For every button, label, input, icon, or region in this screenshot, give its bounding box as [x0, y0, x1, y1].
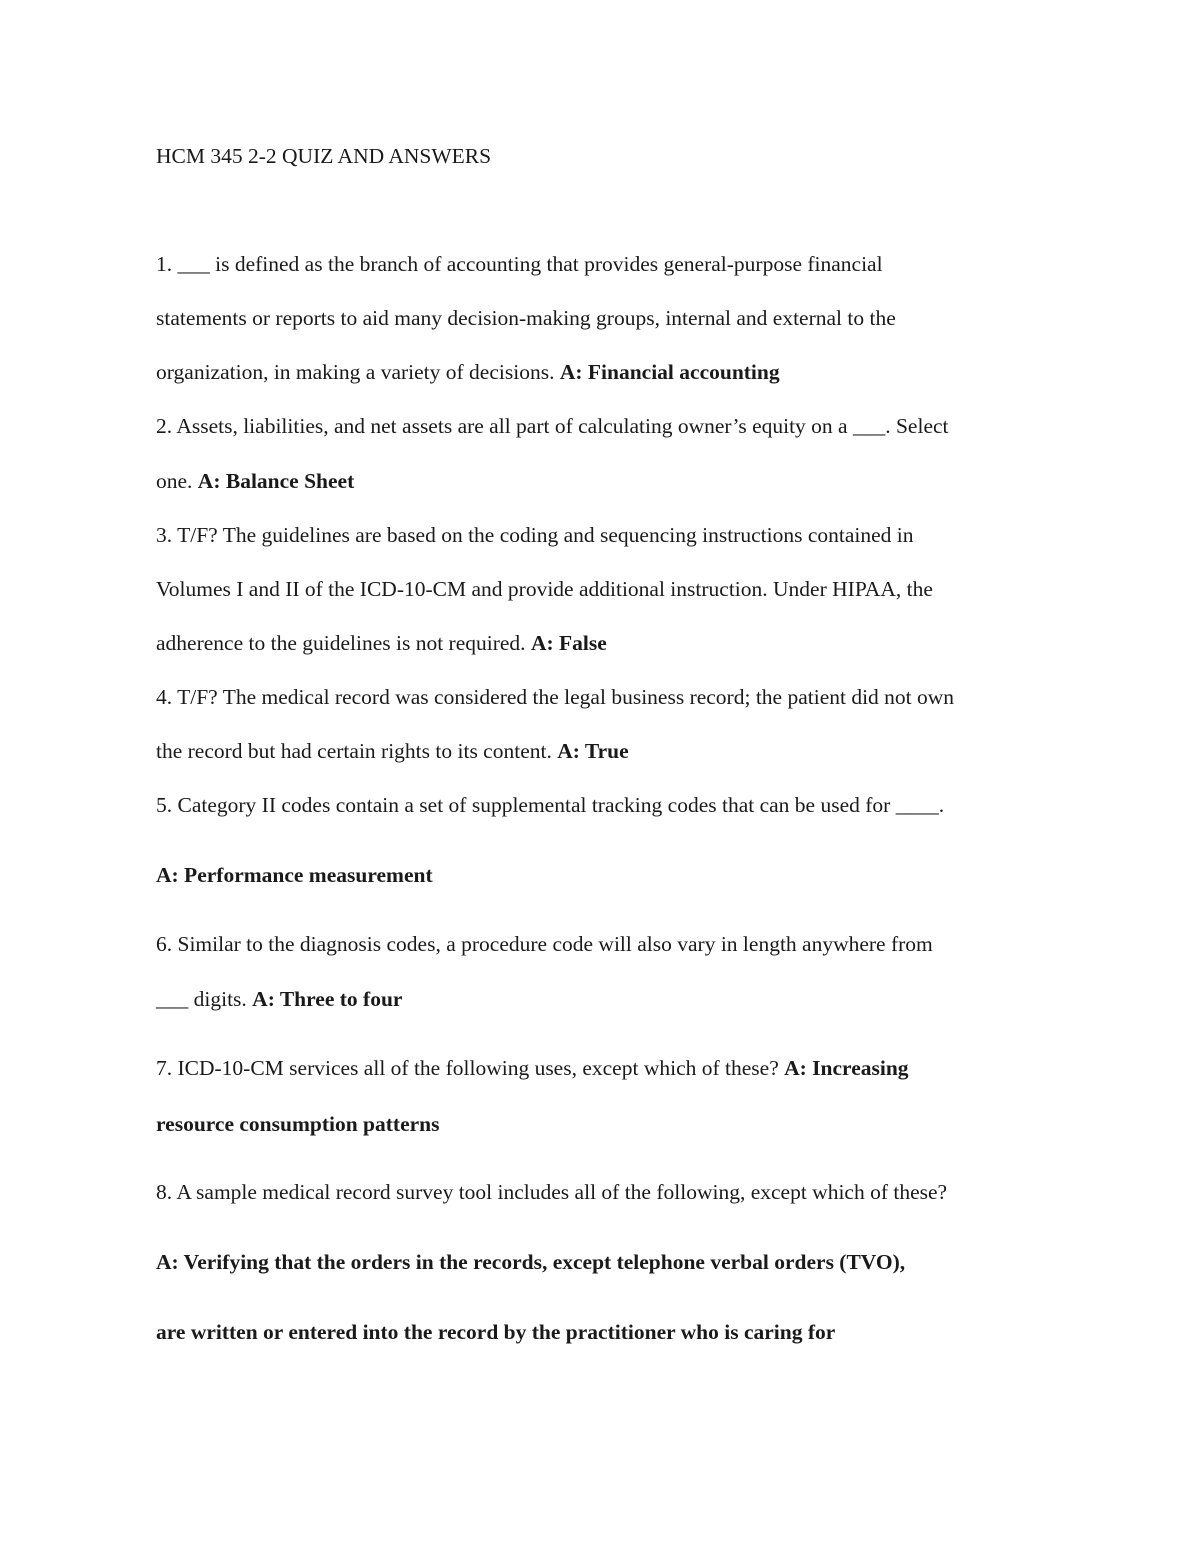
- question-2-answer: A: Balance Sheet: [197, 469, 355, 493]
- question-6-text: ___ digits.: [156, 987, 247, 1011]
- document-title: HCM 345 2-2 QUIZ AND ANSWERS: [156, 144, 492, 168]
- question-2-text: one.: [156, 469, 193, 493]
- question-3-line-2: Volumes I and II of the ICD-10-CM and provide additional instruction. Under HIPAA, the: [156, 577, 933, 601]
- question-4-line-2: [156, 737, 629, 765]
- question-3-line-1: 3. T/F? The guidelines are based on the coding and sequencing instructions contained in: [156, 523, 914, 547]
- question-7-line-1: [156, 1054, 909, 1082]
- question-1-answer: A: Financial accounting: [559, 360, 780, 384]
- question-5-answer: A: Performance measurement: [156, 863, 433, 887]
- question-8-answer-continued: are written or entered into the record by the practitioner who is caring for: [156, 1320, 836, 1344]
- question-3-line-3: [156, 629, 607, 657]
- question-1-line-1: 1. ___ is defined as the branch of accounting that provides general-purpose financial: [156, 252, 883, 276]
- question-1-text: organization, in making a variety of decisions.: [156, 360, 555, 384]
- question-1-line-2: statements or reports to aid many decision-making groups, internal and external to the: [156, 306, 896, 330]
- question-4-answer: A: True: [557, 739, 629, 763]
- question-8-line-1: 8. A sample medical record survey tool includes all of the following, except which of these?: [156, 1180, 948, 1204]
- question-7-answer-continued: resource consumption patterns: [156, 1112, 440, 1136]
- question-5-line-1: 5. Category II codes contain a set of supplemental tracking codes that can be used for ____.: [156, 793, 945, 817]
- question-3-answer: A: False: [530, 631, 607, 655]
- question-4-text: the record but had certain rights to its content.: [156, 739, 552, 763]
- question-6-line-2: [156, 985, 402, 1013]
- question-6-line-1: 6. Similar to the diagnosis codes, a procedure code will also vary in length anywhere from: [156, 932, 933, 956]
- question-2-line-2: [156, 467, 354, 495]
- question-7-answer: A: Increasing: [784, 1056, 909, 1080]
- question-1-line-3: [156, 358, 780, 386]
- question-8-answer: A: Verifying that the orders in the records, except telephone verbal orders (TVO),: [156, 1250, 906, 1274]
- question-4-line-1: 4. T/F? The medical record was considered the legal business record; the patient did not own: [156, 685, 955, 709]
- question-6-answer: A: Three to four: [252, 987, 403, 1011]
- question-3-text: adherence to the guidelines is not required.: [156, 631, 526, 655]
- question-7-text: 7. ICD-10-CM services all of the following uses, except which of these?: [156, 1056, 779, 1080]
- question-2-line-1: 2. Assets, liabilities, and net assets are all part of calculating owner’s equity on a ___. Select: [156, 414, 949, 438]
